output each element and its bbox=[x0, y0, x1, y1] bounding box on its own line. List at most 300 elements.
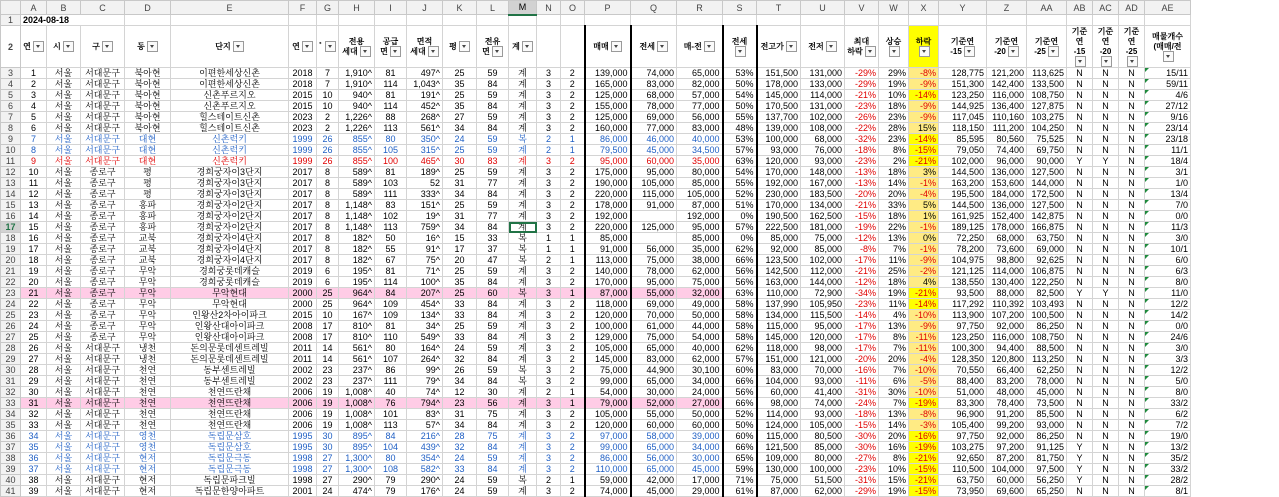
data-cell[interactable]: 19 bbox=[317, 387, 339, 398]
empty-cell[interactable] bbox=[125, 15, 171, 26]
data-cell[interactable]: 104 bbox=[375, 442, 407, 453]
data-cell[interactable]: 2 bbox=[317, 112, 339, 123]
data-cell[interactable]: 138,550 bbox=[939, 277, 987, 288]
data-cell[interactable]: 32 bbox=[443, 442, 477, 453]
data-cell[interactable]: 56,000 bbox=[677, 112, 723, 123]
data-cell[interactable]: 19 bbox=[317, 420, 339, 431]
data-cell[interactable]: -15% bbox=[845, 420, 879, 431]
data-cell[interactable]: 105,000 bbox=[631, 178, 677, 189]
data-cell[interactable]: 2 bbox=[561, 321, 585, 332]
data-cell[interactable]: 170,000 bbox=[757, 200, 801, 211]
data-cell[interactable]: -21% bbox=[845, 200, 879, 211]
data-cell[interactable]: 52% bbox=[723, 189, 757, 200]
empty-cell[interactable] bbox=[561, 15, 585, 26]
data-cell[interactable]: 61,000 bbox=[631, 321, 677, 332]
data-cell[interactable]: 91,000 bbox=[585, 244, 631, 255]
data-cell[interactable]: 93,000 bbox=[801, 156, 845, 167]
data-cell[interactable]: 85,000 bbox=[757, 233, 801, 244]
filter-dropdown-icon[interactable] bbox=[865, 46, 876, 57]
data-cell[interactable]: 서대문구 bbox=[81, 431, 125, 442]
data-cell[interactable]: 74,000 bbox=[585, 486, 631, 497]
data-cell[interactable]: 121,125 bbox=[939, 266, 987, 277]
data-cell[interactable]: 서대문구 bbox=[81, 101, 125, 112]
data-cell[interactable]: 서대문구 bbox=[81, 409, 125, 420]
data-cell[interactable]: 서대문구 bbox=[81, 112, 125, 123]
data-cell[interactable]: 17 bbox=[21, 244, 47, 255]
data-cell[interactable]: 115,000 bbox=[757, 431, 801, 442]
data-cell[interactable]: -19% bbox=[909, 398, 939, 409]
data-cell[interactable]: 2 bbox=[561, 464, 585, 475]
data-cell[interactable]: 서대문구 bbox=[81, 134, 125, 145]
data-cell[interactable]: 35 bbox=[443, 79, 477, 90]
data-cell[interactable]: 65,000 bbox=[677, 68, 723, 79]
data-cell[interactable]: 34 bbox=[443, 222, 477, 233]
data-cell[interactable]: 65,000 bbox=[631, 376, 677, 387]
data-cell[interactable]: 1 bbox=[561, 233, 585, 244]
data-cell[interactable]: 6% bbox=[879, 376, 909, 387]
data-cell[interactable]: 경희궁자이3단지 bbox=[171, 167, 289, 178]
data-cell[interactable]: N bbox=[1093, 431, 1119, 442]
data-cell[interactable]: N bbox=[1067, 431, 1093, 442]
data-cell[interactable]: 91,125 bbox=[1027, 442, 1067, 453]
row-header[interactable]: 9 bbox=[1, 134, 21, 145]
data-cell[interactable]: 계 bbox=[509, 387, 537, 398]
data-cell[interactable]: 계 bbox=[509, 101, 537, 112]
data-cell[interactable]: 34 bbox=[443, 420, 477, 431]
data-cell[interactable]: 39,000 bbox=[677, 431, 723, 442]
data-cell[interactable]: 8/1 bbox=[1145, 486, 1191, 497]
column-title-cell[interactable] bbox=[171, 26, 289, 68]
data-cell[interactable]: 복 bbox=[509, 376, 537, 387]
data-cell[interactable]: 0% bbox=[723, 211, 757, 222]
data-cell[interactable]: 113,625 bbox=[1027, 68, 1067, 79]
row-header[interactable]: 5 bbox=[1, 90, 21, 101]
data-cell[interactable]: 113 bbox=[375, 420, 407, 431]
data-cell[interactable]: -4% bbox=[909, 354, 939, 365]
data-cell[interactable]: N bbox=[1119, 299, 1145, 310]
data-cell[interactable]: 35,000 bbox=[677, 156, 723, 167]
data-cell[interactable]: 78,000 bbox=[631, 266, 677, 277]
data-cell[interactable]: 56 bbox=[477, 398, 509, 409]
data-cell[interactable]: 홍파 bbox=[125, 200, 171, 211]
data-cell[interactable]: 97,500 bbox=[1027, 464, 1067, 475]
data-cell[interactable]: 142,875 bbox=[1027, 211, 1067, 222]
data-cell[interactable]: N bbox=[1067, 90, 1093, 101]
data-cell[interactable]: 84 bbox=[375, 431, 407, 442]
data-cell[interactable]: N bbox=[1093, 222, 1119, 233]
data-cell[interactable]: 151,300 bbox=[939, 79, 987, 90]
data-cell[interactable]: 1,226^ bbox=[339, 112, 375, 123]
empty-cell[interactable] bbox=[477, 15, 509, 26]
data-cell[interactable]: 무악 bbox=[125, 321, 171, 332]
row-header[interactable]: 22 bbox=[1, 277, 21, 288]
data-cell[interactable]: 69,750 bbox=[1027, 145, 1067, 156]
data-cell[interactable]: 102,000 bbox=[939, 156, 987, 167]
data-cell[interactable]: 무악현대 bbox=[171, 288, 289, 299]
data-cell[interactable]: 561^ bbox=[407, 123, 443, 134]
data-cell[interactable]: 2008 bbox=[289, 321, 317, 332]
data-cell[interactable]: 52,000 bbox=[631, 398, 677, 409]
data-cell[interactable]: 10 bbox=[317, 90, 339, 101]
data-cell[interactable]: 서울 bbox=[47, 310, 81, 321]
data-cell[interactable]: 53% bbox=[723, 134, 757, 145]
data-cell[interactable]: 49,000 bbox=[677, 299, 723, 310]
column-title-cell[interactable] bbox=[631, 26, 677, 68]
data-cell[interactable]: 20% bbox=[879, 189, 909, 200]
data-cell[interactable]: 1998 bbox=[289, 475, 317, 486]
data-cell[interactable]: 72,250 bbox=[939, 233, 987, 244]
data-cell[interactable]: N bbox=[1119, 332, 1145, 343]
data-cell[interactable]: 30 bbox=[477, 387, 509, 398]
data-cell[interactable]: 19^ bbox=[407, 211, 443, 222]
data-cell[interactable]: 51% bbox=[723, 200, 757, 211]
data-cell[interactable]: -8% bbox=[909, 68, 939, 79]
data-cell[interactable]: -17% bbox=[845, 255, 879, 266]
row-header[interactable]: 28 bbox=[1, 343, 21, 354]
data-cell[interactable]: -15% bbox=[909, 464, 939, 475]
data-cell[interactable]: 이편한세상신촌 bbox=[171, 68, 289, 79]
data-cell[interactable]: 36 bbox=[21, 453, 47, 464]
row-header[interactable]: 37 bbox=[1, 442, 21, 453]
data-cell[interactable]: 계 bbox=[509, 145, 537, 156]
data-cell[interactable]: 1 bbox=[561, 387, 585, 398]
data-cell[interactable]: 125,000 bbox=[585, 90, 631, 101]
data-cell[interactable]: 복 bbox=[509, 233, 537, 244]
data-cell[interactable]: 62,000 bbox=[677, 266, 723, 277]
data-cell[interactable]: 2 bbox=[561, 409, 585, 420]
data-cell[interactable]: 65% bbox=[723, 453, 757, 464]
data-cell[interactable]: 26 bbox=[317, 134, 339, 145]
data-cell[interactable]: 582^ bbox=[407, 464, 443, 475]
data-cell[interactable]: -34% bbox=[845, 288, 879, 299]
data-cell[interactable]: 계 bbox=[509, 464, 537, 475]
data-cell[interactable]: 대현 bbox=[125, 134, 171, 145]
data-cell[interactable]: N bbox=[1093, 321, 1119, 332]
data-cell[interactable]: 서울 bbox=[47, 376, 81, 387]
data-cell[interactable]: 123,250 bbox=[939, 90, 987, 101]
data-cell[interactable]: 현저 bbox=[125, 486, 171, 497]
data-cell[interactable]: 75,000 bbox=[801, 233, 845, 244]
data-cell[interactable]: 84 bbox=[477, 299, 509, 310]
data-cell[interactable]: 2006 bbox=[289, 387, 317, 398]
data-cell[interactable]: 192,000 bbox=[585, 211, 631, 222]
data-cell[interactable]: 5 bbox=[21, 112, 47, 123]
data-cell[interactable]: 7 bbox=[317, 68, 339, 79]
data-cell[interactable]: 0/0 bbox=[1145, 211, 1191, 222]
data-cell[interactable]: N bbox=[1067, 409, 1093, 420]
data-cell[interactable]: 50,000 bbox=[677, 310, 723, 321]
data-cell[interactable]: 19 bbox=[317, 398, 339, 409]
data-cell[interactable]: 13% bbox=[879, 233, 909, 244]
data-cell[interactable]: 서대문구 bbox=[81, 343, 125, 354]
data-cell[interactable]: 1 bbox=[561, 288, 585, 299]
data-cell[interactable]: 3/3 bbox=[1145, 354, 1191, 365]
data-cell[interactable]: 18% bbox=[879, 101, 909, 112]
row-header[interactable]: 30 bbox=[1, 365, 21, 376]
data-cell[interactable]: 15/11 bbox=[1145, 68, 1191, 79]
data-cell[interactable]: 24,000 bbox=[677, 387, 723, 398]
data-cell[interactable]: N bbox=[1067, 233, 1093, 244]
filter-dropdown-icon[interactable] bbox=[102, 41, 113, 52]
data-cell[interactable]: -11% bbox=[845, 376, 879, 387]
data-cell[interactable]: 105,950 bbox=[801, 299, 845, 310]
data-cell[interactable]: 20 bbox=[443, 255, 477, 266]
data-cell[interactable]: 195^ bbox=[339, 266, 375, 277]
data-cell[interactable]: 서울 bbox=[47, 211, 81, 222]
column-header-m[interactable]: M bbox=[509, 1, 537, 15]
data-cell[interactable]: 83,000 bbox=[631, 354, 677, 365]
data-cell[interactable]: -23% bbox=[845, 299, 879, 310]
data-cell[interactable]: 18% bbox=[879, 277, 909, 288]
data-cell[interactable]: 131,000 bbox=[801, 68, 845, 79]
data-cell[interactable]: 65,000 bbox=[631, 343, 677, 354]
data-cell[interactable]: 195,500 bbox=[939, 189, 987, 200]
data-cell[interactable]: 30,000 bbox=[631, 387, 677, 398]
data-cell[interactable]: 54% bbox=[723, 167, 757, 178]
data-cell[interactable]: 서울 bbox=[47, 134, 81, 145]
column-title-cell[interactable] bbox=[879, 26, 909, 68]
data-cell[interactable]: 134^ bbox=[407, 310, 443, 321]
data-cell[interactable]: 31 bbox=[443, 409, 477, 420]
data-cell[interactable]: 33 bbox=[443, 310, 477, 321]
data-cell[interactable]: -29% bbox=[845, 68, 879, 79]
data-cell[interactable]: N bbox=[1093, 299, 1119, 310]
data-cell[interactable]: 75,000 bbox=[757, 475, 801, 486]
data-cell[interactable]: 1 bbox=[561, 255, 585, 266]
row-header[interactable]: 18 bbox=[1, 233, 21, 244]
data-cell[interactable]: 2001 bbox=[289, 486, 317, 497]
data-cell[interactable]: 1 bbox=[21, 68, 47, 79]
data-cell[interactable]: 92,000 bbox=[987, 431, 1027, 442]
data-cell[interactable]: 73,500 bbox=[1027, 398, 1067, 409]
data-cell[interactable]: 56,250 bbox=[1027, 475, 1067, 486]
data-cell[interactable]: 23 bbox=[317, 376, 339, 387]
data-cell[interactable]: 189,125 bbox=[939, 222, 987, 233]
column-title-cell[interactable] bbox=[81, 26, 125, 68]
data-cell[interactable]: 서대문구 bbox=[81, 90, 125, 101]
data-cell[interactable]: -29% bbox=[845, 486, 879, 497]
data-cell[interactable]: 29,000 bbox=[677, 486, 723, 497]
data-cell[interactable]: 2017 bbox=[289, 233, 317, 244]
data-cell[interactable]: 170,000 bbox=[585, 277, 631, 288]
data-cell[interactable]: 3 bbox=[537, 101, 561, 112]
data-cell[interactable]: 10/1 bbox=[1145, 244, 1191, 255]
data-cell[interactable]: 신촌럭키 bbox=[171, 156, 289, 167]
data-cell[interactable]: 14% bbox=[879, 420, 909, 431]
column-title-cell[interactable] bbox=[443, 26, 477, 68]
data-cell[interactable]: 서울 bbox=[47, 90, 81, 101]
data-cell[interactable]: 27 bbox=[317, 453, 339, 464]
data-cell[interactable]: 2 bbox=[561, 453, 585, 464]
data-cell[interactable]: 56% bbox=[723, 387, 757, 398]
data-cell[interactable]: N bbox=[1067, 68, 1093, 79]
data-cell[interactable]: 서울 bbox=[47, 266, 81, 277]
data-cell[interactable]: 44,900 bbox=[631, 365, 677, 376]
data-cell[interactable]: 95,000 bbox=[631, 277, 677, 288]
data-cell[interactable]: -30% bbox=[845, 442, 879, 453]
data-cell[interactable]: 무악 bbox=[125, 299, 171, 310]
data-cell[interactable]: 25% bbox=[879, 266, 909, 277]
data-cell[interactable]: 84 bbox=[477, 464, 509, 475]
data-cell[interactable]: 서대문구 bbox=[81, 420, 125, 431]
data-cell[interactable]: 1,910^ bbox=[339, 79, 375, 90]
data-cell[interactable]: -32% bbox=[845, 134, 879, 145]
data-cell[interactable]: 독립문삼호 bbox=[171, 431, 289, 442]
data-cell[interactable]: N bbox=[1093, 134, 1119, 145]
data-cell[interactable]: 68,000 bbox=[987, 233, 1027, 244]
column-header-w[interactable]: W bbox=[879, 1, 909, 15]
data-cell[interactable]: 8 bbox=[317, 167, 339, 178]
data-cell[interactable]: N bbox=[1119, 211, 1145, 222]
data-cell[interactable]: 서울 bbox=[47, 255, 81, 266]
data-cell[interactable]: 계 bbox=[509, 299, 537, 310]
data-cell[interactable]: 78,200 bbox=[939, 244, 987, 255]
data-cell[interactable]: 천연뜨란채 bbox=[171, 409, 289, 420]
empty-cell[interactable] bbox=[723, 15, 757, 26]
data-cell[interactable]: 162,500 bbox=[801, 211, 845, 222]
data-cell[interactable]: 3 bbox=[537, 420, 561, 431]
data-cell[interactable]: 1,043^ bbox=[407, 79, 443, 90]
data-cell[interactable]: N bbox=[1093, 211, 1119, 222]
data-cell[interactable]: 56% bbox=[723, 266, 757, 277]
data-cell[interactable]: 112,000 bbox=[801, 266, 845, 277]
data-cell[interactable]: 북아현 bbox=[125, 123, 171, 134]
data-cell[interactable]: N bbox=[1067, 112, 1093, 123]
data-cell[interactable]: 10% bbox=[879, 464, 909, 475]
data-cell[interactable]: 현저 bbox=[125, 464, 171, 475]
data-cell[interactable]: 종로구 bbox=[81, 255, 125, 266]
data-cell[interactable]: 서울 bbox=[47, 365, 81, 376]
data-cell[interactable]: 45,000 bbox=[677, 464, 723, 475]
data-cell[interactable]: 종로구 bbox=[81, 299, 125, 310]
data-cell[interactable]: 99^ bbox=[407, 365, 443, 376]
data-cell[interactable]: 종로구 bbox=[81, 167, 125, 178]
data-cell[interactable]: 1 bbox=[537, 233, 561, 244]
data-cell[interactable]: -21% bbox=[845, 266, 879, 277]
data-cell[interactable]: 95,000 bbox=[631, 167, 677, 178]
data-cell[interactable]: 106,875 bbox=[1027, 266, 1067, 277]
data-cell[interactable]: 207^ bbox=[407, 288, 443, 299]
column-header-ac[interactable]: AC bbox=[1093, 1, 1119, 15]
data-cell[interactable]: N bbox=[1093, 123, 1119, 134]
data-cell[interactable]: 148,000 bbox=[801, 167, 845, 178]
data-cell[interactable]: 315^ bbox=[407, 145, 443, 156]
data-cell[interactable]: 116,000 bbox=[987, 90, 1027, 101]
data-cell[interactable]: 33/2 bbox=[1145, 398, 1191, 409]
data-cell[interactable]: -15% bbox=[909, 145, 939, 156]
data-cell[interactable]: 26 bbox=[317, 145, 339, 156]
data-cell[interactable]: -20% bbox=[845, 189, 879, 200]
data-cell[interactable]: -31% bbox=[845, 387, 879, 398]
data-cell[interactable]: 1995 bbox=[289, 442, 317, 453]
data-cell[interactable]: -12% bbox=[845, 233, 879, 244]
data-cell[interactable]: 경희궁자이3단지 bbox=[171, 189, 289, 200]
data-cell[interactable]: 12 bbox=[21, 189, 47, 200]
data-cell[interactable]: 66% bbox=[723, 442, 757, 453]
data-cell[interactable]: 60 bbox=[477, 288, 509, 299]
data-cell[interactable]: 60,000 bbox=[987, 475, 1027, 486]
row-header[interactable]: 6 bbox=[1, 101, 21, 112]
data-cell[interactable]: -1% bbox=[909, 178, 939, 189]
data-cell[interactable]: -13% bbox=[845, 167, 879, 178]
empty-cell[interactable] bbox=[171, 15, 289, 26]
data-cell[interactable]: 145,000 bbox=[757, 332, 801, 343]
data-cell[interactable]: 2017 bbox=[289, 255, 317, 266]
data-cell[interactable]: 계 bbox=[509, 68, 537, 79]
data-cell[interactable]: 105,400 bbox=[939, 420, 987, 431]
data-cell[interactable]: 2 bbox=[561, 79, 585, 90]
column-title-cell[interactable] bbox=[585, 26, 631, 68]
data-cell[interactable]: 10 bbox=[21, 167, 47, 178]
data-cell[interactable]: 냉천 bbox=[125, 354, 171, 365]
data-cell[interactable]: 100,500 bbox=[1027, 310, 1067, 321]
data-cell[interactable]: 152,400 bbox=[987, 211, 1027, 222]
data-cell[interactable]: 복 bbox=[509, 475, 537, 486]
data-cell[interactable]: 2 bbox=[21, 79, 47, 90]
data-cell[interactable]: 4% bbox=[879, 310, 909, 321]
data-cell[interactable]: 57% bbox=[723, 222, 757, 233]
data-cell[interactable]: 서대문구 bbox=[81, 156, 125, 167]
data-cell[interactable]: 19/0 bbox=[1145, 431, 1191, 442]
data-cell[interactable]: 165,000 bbox=[585, 79, 631, 90]
data-cell[interactable]: 58,000 bbox=[631, 431, 677, 442]
data-cell[interactable]: 현저 bbox=[125, 453, 171, 464]
data-cell[interactable]: 26 bbox=[21, 343, 47, 354]
column-title-cell[interactable] bbox=[1119, 26, 1145, 68]
data-cell[interactable]: 101 bbox=[375, 409, 407, 420]
row-header[interactable]: 36 bbox=[1, 431, 21, 442]
data-cell[interactable]: 4% bbox=[909, 277, 939, 288]
data-cell[interactable]: 39 bbox=[21, 486, 47, 497]
data-cell[interactable]: -16% bbox=[845, 365, 879, 376]
data-cell[interactable]: 111,200 bbox=[987, 123, 1027, 134]
data-cell[interactable]: 1,008^ bbox=[339, 387, 375, 398]
data-cell[interactable]: 계 bbox=[509, 431, 537, 442]
data-cell[interactable]: 114 bbox=[375, 101, 407, 112]
data-cell[interactable]: 3 bbox=[537, 189, 561, 200]
data-cell[interactable]: 2006 bbox=[289, 420, 317, 431]
data-cell[interactable]: 113 bbox=[375, 123, 407, 134]
data-cell[interactable]: 125,000 bbox=[631, 222, 677, 233]
data-cell[interactable]: 2 bbox=[561, 420, 585, 431]
data-cell[interactable]: 경희궁자이2단지 bbox=[171, 211, 289, 222]
data-cell[interactable]: 독립문극동 bbox=[171, 464, 289, 475]
data-cell[interactable]: N bbox=[1093, 233, 1119, 244]
data-cell[interactable]: 57^ bbox=[407, 420, 443, 431]
filter-dropdown-icon[interactable] bbox=[919, 46, 930, 57]
data-cell[interactable]: 59/11 bbox=[1145, 79, 1191, 90]
data-cell[interactable]: 경희궁자이4단지 bbox=[171, 255, 289, 266]
data-cell[interactable]: 133,000 bbox=[801, 79, 845, 90]
data-cell[interactable]: 8 bbox=[317, 233, 339, 244]
data-cell[interactable]: N bbox=[1093, 387, 1119, 398]
row-header[interactable]: 21 bbox=[1, 266, 21, 277]
data-cell[interactable]: 161,925 bbox=[939, 211, 987, 222]
data-cell[interactable]: 40,000 bbox=[677, 134, 723, 145]
data-cell[interactable]: 계 bbox=[509, 266, 537, 277]
data-cell[interactable]: 20% bbox=[879, 431, 909, 442]
data-cell[interactable]: N bbox=[1093, 244, 1119, 255]
column-title-cell[interactable] bbox=[339, 26, 375, 68]
data-cell[interactable]: Y bbox=[1093, 288, 1119, 299]
data-cell[interactable]: N bbox=[1067, 277, 1093, 288]
row-header[interactable]: 29 bbox=[1, 354, 21, 365]
data-cell[interactable]: 계 bbox=[509, 343, 537, 354]
data-cell[interactable]: 93,000 bbox=[1027, 420, 1067, 431]
data-cell[interactable]: 120,000 bbox=[801, 332, 845, 343]
filter-dropdown-icon[interactable] bbox=[325, 41, 336, 52]
data-cell[interactable]: 114 bbox=[375, 277, 407, 288]
